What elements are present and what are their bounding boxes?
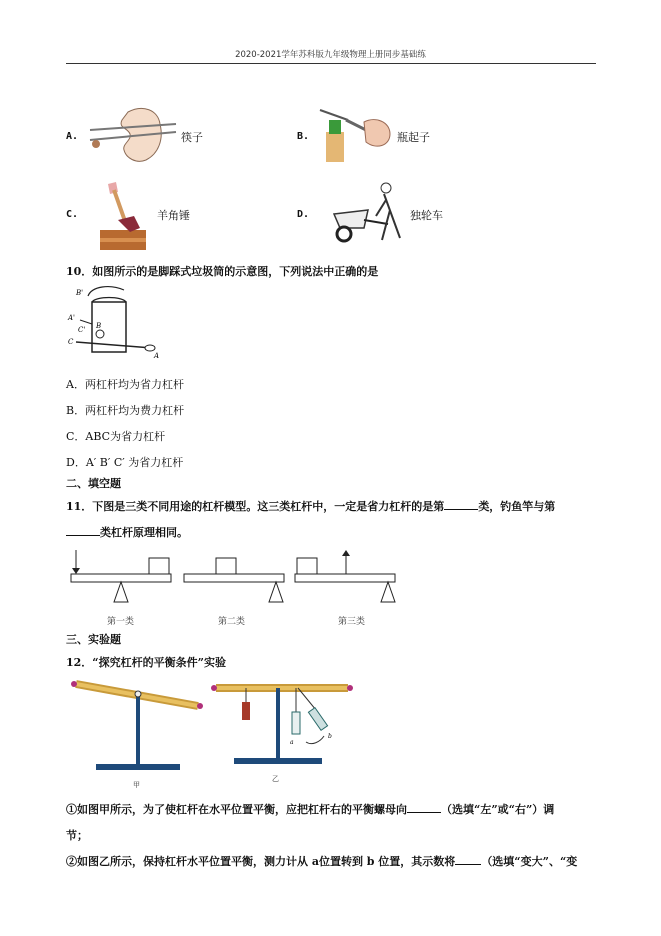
- q11-line-1: [66, 498, 555, 514]
- q12-sub2-text-1: ②如图乙所示，保持杠杆水平位置平衡，测力计从 a位置转到 b 位置，其示数将: [66, 855, 456, 868]
- claw-hammer-icon: [100, 180, 148, 250]
- q12-blank-2[interactable]: [455, 854, 481, 865]
- label-c: C: [68, 338, 74, 346]
- q11-blank-1[interactable]: [444, 499, 478, 510]
- bottle-opener-icon: [318, 106, 398, 164]
- option-a-label: 筷子: [181, 131, 203, 144]
- label-c-prime: C': [78, 326, 86, 334]
- q10-choice-d: D．A′ B′ C′ 为省力杠杆: [66, 456, 184, 469]
- q11-text-3: 类杠杆原理相同。: [100, 526, 188, 539]
- q12-sub2-line1: [66, 853, 577, 869]
- option-b-label: 瓶起子: [397, 131, 430, 144]
- option-c-label: 羊角锤: [157, 209, 190, 222]
- wheelbarrow-icon: [330, 180, 408, 244]
- q11-text-2: 类，钓鱼竿与第: [478, 500, 556, 513]
- chopsticks-hand-icon: [88, 104, 178, 164]
- label-a-prime: A': [68, 314, 75, 322]
- point-b-label: b: [328, 733, 332, 740]
- section-2-title: 二、填空题: [66, 477, 121, 490]
- caption-class-3: 第三类: [338, 617, 366, 627]
- option-a-letter: A.: [66, 131, 79, 142]
- label-b-prime: B': [76, 289, 84, 297]
- q12-sub1-line1: [66, 801, 554, 817]
- q12-sub1-line2: 节；: [66, 829, 88, 842]
- caption-class-1: 第一类: [107, 617, 135, 627]
- pedal-trash-can-figure: [66, 282, 166, 364]
- q10-stem: 10．如图所示的是脚踩式垃圾筒的示意图，下列说法中正确的是: [66, 265, 379, 278]
- q10-choice-c: C．ABC为省力杠杆: [66, 430, 166, 443]
- caption-yi: 乙: [272, 775, 279, 783]
- q12-stem: 12．“探究杠杆的平衡条件”实验: [66, 656, 226, 669]
- q11-line-2: [66, 524, 188, 540]
- caption-class-2: 第二类: [218, 617, 246, 627]
- q11-blank-2[interactable]: [66, 525, 100, 536]
- q11-text-1: 11．下图是三类不同用途的杠杆模型。这三类杠杆中，一定是省力杠杆的是第: [66, 500, 445, 513]
- option-d-letter: D.: [297, 209, 310, 220]
- label-b: B: [96, 322, 102, 330]
- q10-choice-a: A．两杠杆均为省力杠杆: [66, 378, 184, 391]
- header-rule: [66, 63, 596, 64]
- point-a-label: a: [290, 739, 294, 746]
- q12-sub2-text-2: （选填“变大”、“变: [481, 855, 578, 868]
- q12-sub1-text-2: （选填“左”或“右”）调: [441, 803, 555, 816]
- q12-blank-1[interactable]: [407, 802, 441, 813]
- caption-jia: 甲: [133, 781, 140, 789]
- page-header: 2020-2021学年苏科版九年级物理上册同步基础练: [235, 50, 426, 60]
- lever-models-figure: [66, 546, 406, 612]
- option-c-letter: C.: [66, 209, 79, 220]
- q10-choice-b: B．两杠杆均为费力杠杆: [66, 404, 185, 417]
- section-3-title: 三、实验题: [66, 633, 121, 646]
- lever-experiment-figure: [66, 672, 366, 790]
- q12-sub1-text-1: ①如图甲所示，为了使杠杆在水平位置平衡，应把杠杆右的平衡螺母向: [66, 803, 407, 816]
- option-b-letter: B.: [297, 131, 310, 142]
- label-a: A: [154, 352, 160, 360]
- option-d-label: 独轮车: [410, 209, 443, 222]
